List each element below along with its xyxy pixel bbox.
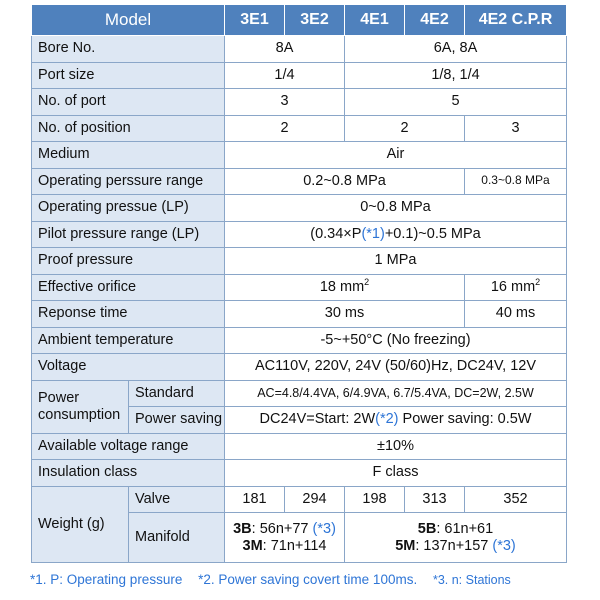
pilot-lp-ref: (*1) bbox=[361, 225, 385, 242]
manifold-3m-text: : 71n+114 bbox=[262, 537, 327, 554]
manifold-5b-text: : 61n+61 bbox=[436, 520, 494, 537]
positions-4-value: 2 bbox=[345, 115, 465, 142]
op-range-label: Operating perssure range bbox=[32, 168, 225, 195]
pilot-lp-post: +0.1)~0.5 MPa bbox=[384, 225, 481, 242]
footnote-1: *1. P: Operating pressure bbox=[30, 572, 183, 587]
ports-4-value: 5 bbox=[345, 89, 567, 116]
power-saving-ref: (*2) bbox=[375, 411, 399, 428]
op-lp-label: Operating pressue (LP) bbox=[32, 195, 225, 222]
row-insulation bbox=[32, 460, 567, 487]
weight-valve-label: Valve bbox=[129, 486, 225, 513]
op-range-value: 0.2~0.8 MPa bbox=[225, 168, 465, 195]
weight-valve-4e2-cpr: 352 bbox=[465, 486, 567, 513]
weight-manifold-label: Manifold bbox=[129, 513, 225, 563]
model-header: Model bbox=[32, 5, 225, 36]
manifold-5m: 5M bbox=[395, 537, 416, 554]
power-label bbox=[32, 380, 129, 433]
weight-manifold-4 bbox=[345, 513, 567, 563]
manifold-3b-ref: (*3) bbox=[312, 520, 336, 537]
bore-3-value: 8A bbox=[225, 36, 345, 63]
manifold-3b-text: : 56n+77 bbox=[251, 520, 309, 537]
positions-label: No. of position bbox=[32, 115, 225, 142]
manifold-5m-text: : 137n+157 bbox=[415, 537, 489, 554]
power-label-line2: consumption bbox=[38, 406, 121, 423]
row-positions bbox=[32, 115, 567, 142]
insulation-label: Insulation class bbox=[32, 460, 225, 487]
proof-value: 1 MPa bbox=[225, 248, 567, 275]
row-weight-valve bbox=[32, 486, 567, 513]
model-4e2: 4E2 bbox=[405, 5, 465, 36]
spec-table-container bbox=[31, 4, 566, 563]
ports-3-value: 3 bbox=[225, 89, 345, 116]
manifold-3m: 3M bbox=[242, 537, 263, 554]
row-bore bbox=[32, 36, 567, 63]
model-3e1: 3E1 bbox=[225, 5, 285, 36]
row-voltage bbox=[32, 354, 567, 381]
response-value: 30 ms bbox=[225, 301, 465, 328]
port-size-4-value: 1/8, 1/4 bbox=[345, 62, 567, 89]
row-ports bbox=[32, 89, 567, 116]
weight-valve-4e1: 198 bbox=[345, 486, 405, 513]
weight-valve-4e2: 313 bbox=[405, 486, 465, 513]
pilot-lp-pre: (0.34×P bbox=[310, 225, 362, 242]
medium-value: Air bbox=[225, 142, 567, 169]
row-port-size bbox=[32, 62, 567, 89]
footnote-2: *2. Power saving covert time 100ms. bbox=[198, 572, 418, 587]
ambient-value: -5~+50°C (No freezing) bbox=[225, 327, 567, 354]
power-saving-label: Power saving bbox=[129, 407, 225, 434]
row-orifice bbox=[32, 274, 567, 301]
voltage-range-value: ±10% bbox=[225, 433, 567, 460]
orifice-sup: 2 bbox=[364, 276, 370, 287]
manifold-5m-ref: (*3) bbox=[492, 537, 516, 554]
footnote-3: *3. n: Stations bbox=[432, 573, 511, 587]
bore-4-value: 6A, 8A bbox=[345, 36, 567, 63]
port-size-label: Port size bbox=[32, 62, 225, 89]
op-range-cpr-value: 0.3~0.8 MPa bbox=[465, 168, 567, 195]
pilot-lp-value bbox=[225, 221, 567, 248]
orifice-value-text: 18 mm bbox=[319, 278, 365, 295]
op-lp-value: 0~0.8 MPa bbox=[225, 195, 567, 222]
orifice-cpr-text: 16 mm bbox=[490, 278, 536, 295]
voltage-label: Voltage bbox=[32, 354, 225, 381]
model-4e1: 4E1 bbox=[345, 5, 405, 36]
power-label-line1: Power bbox=[38, 389, 80, 406]
spec-table bbox=[31, 4, 567, 563]
bore-label: Bore No. bbox=[32, 36, 225, 63]
ports-label: No. of port bbox=[32, 89, 225, 116]
positions-3-value: 2 bbox=[225, 115, 345, 142]
row-response bbox=[32, 301, 567, 328]
response-cpr-value: 40 ms bbox=[465, 301, 567, 328]
row-pilot-lp bbox=[32, 221, 567, 248]
response-label: Reponse time bbox=[32, 301, 225, 328]
row-medium bbox=[32, 142, 567, 169]
row-ambient bbox=[32, 327, 567, 354]
power-saving-value bbox=[225, 407, 567, 434]
manifold-3b: 3B bbox=[233, 520, 252, 537]
footnotes bbox=[30, 572, 590, 587]
positions-cpr-value: 3 bbox=[465, 115, 567, 142]
header-row bbox=[32, 5, 567, 36]
model-3e2: 3E2 bbox=[285, 5, 345, 36]
power-standard-label: Standard bbox=[129, 380, 225, 407]
weight-manifold-3 bbox=[225, 513, 345, 563]
manifold-5b: 5B bbox=[417, 520, 437, 537]
row-op-lp bbox=[32, 195, 567, 222]
voltage-range-label: Available voltage range bbox=[32, 433, 225, 460]
weight-label: Weight (g) bbox=[32, 486, 129, 563]
power-saving-post: Power saving: 0.5W bbox=[398, 411, 532, 428]
orifice-value bbox=[225, 274, 465, 301]
power-standard-value: AC=4.8/4.4VA, 6/4.9VA, 6.7/5.4VA, DC=2W, 2.5W bbox=[225, 380, 567, 407]
insulation-value: F class bbox=[225, 460, 567, 487]
orifice-cpr-sup: 2 bbox=[535, 276, 541, 287]
weight-valve-3e1: 181 bbox=[225, 486, 285, 513]
row-op-range bbox=[32, 168, 567, 195]
proof-label: Proof pressure bbox=[32, 248, 225, 275]
medium-label: Medium bbox=[32, 142, 225, 169]
model-4e2-cpr: 4E2 C.P.R bbox=[465, 5, 567, 36]
ambient-label: Ambient temperature bbox=[32, 327, 225, 354]
orifice-cpr-value bbox=[465, 274, 567, 301]
port-size-3-value: 1/4 bbox=[225, 62, 345, 89]
row-proof bbox=[32, 248, 567, 275]
orifice-label: Effective orifice bbox=[32, 274, 225, 301]
pilot-lp-label: Pilot pressure range (LP) bbox=[32, 221, 225, 248]
voltage-value: AC110V, 220V, 24V (50/60)Hz, DC24V, 12V bbox=[225, 354, 567, 381]
row-power-standard bbox=[32, 380, 567, 407]
row-voltage-range bbox=[32, 433, 567, 460]
power-saving-pre: DC24V=Start: 2W bbox=[259, 411, 376, 428]
weight-valve-3e2: 294 bbox=[285, 486, 345, 513]
